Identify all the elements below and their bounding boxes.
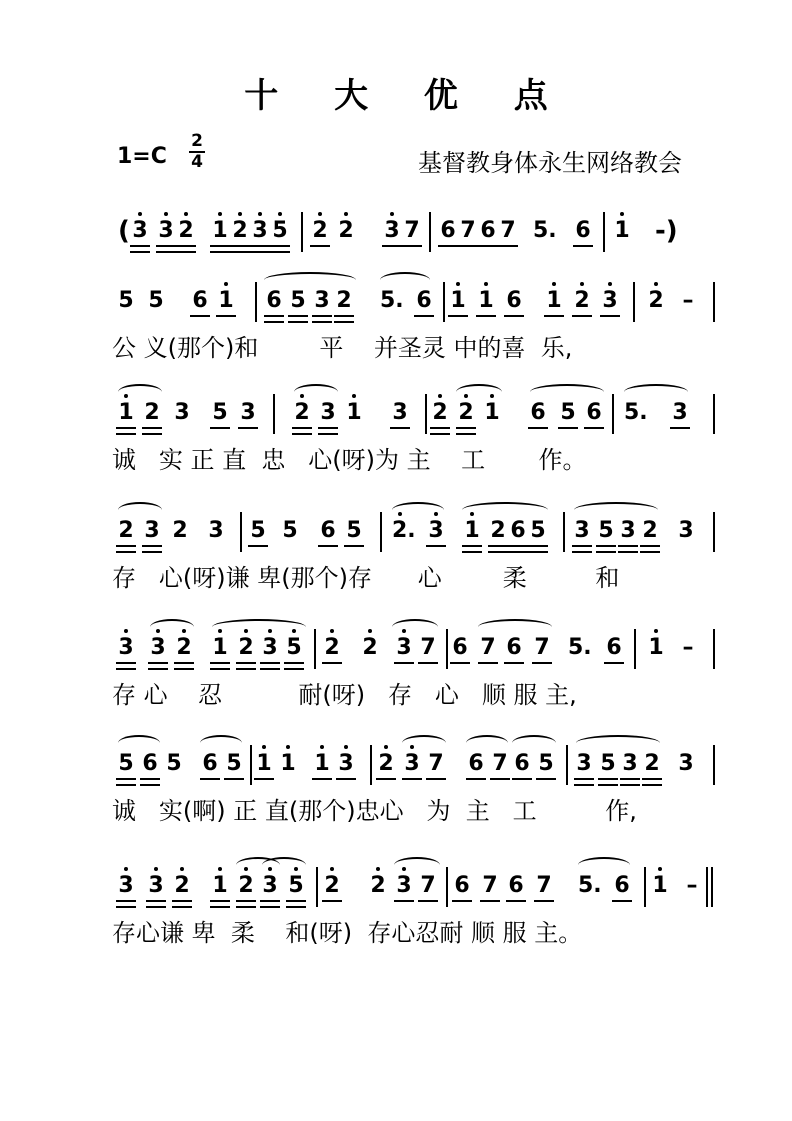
note: 6 [606,635,622,660]
dash: – [686,873,698,898]
barline [633,282,635,322]
barline [316,867,318,907]
note: 6 [506,288,522,313]
barline [425,394,427,434]
note: 2 [324,637,340,659]
note: 7 [536,873,552,898]
slur [264,272,356,288]
note: 3 [404,753,420,775]
note: 5 [346,518,362,543]
note: 1 [218,290,234,312]
note: 2 [312,220,328,242]
barline [314,629,316,669]
note: 2 [574,290,590,312]
note: 7 [480,635,496,660]
note: 1 [280,753,296,775]
music-system-5 [0,733,792,823]
note: 1 [212,875,228,897]
barline [603,212,605,252]
note: 7 [534,635,550,660]
note: 5 [530,518,546,543]
barline [566,745,568,785]
note: 7 [500,218,516,243]
note: 3 [132,220,148,242]
note: 6 [586,400,602,425]
note: 2 [176,637,192,659]
note: 6 [530,400,546,425]
note: 1 [256,753,272,775]
music-system-2 [0,382,792,472]
note: 2 [174,875,190,897]
note: 5. [624,400,648,425]
note: 3 [678,751,694,776]
note: 1 [212,220,228,242]
note: 6 [514,751,530,776]
note: 3 [118,875,134,897]
note: 1 [450,290,466,312]
note: 1 [212,637,228,659]
note: 7 [492,751,508,776]
note: 7 [428,751,444,776]
note: 3 [620,518,636,543]
note: 3 [396,875,412,897]
dash: – [682,288,694,313]
barline [713,282,715,322]
song-title: 十 大 优 点 [244,76,570,116]
note: 5 [212,400,228,425]
note: 3 [174,400,190,425]
slur [512,735,556,751]
note: 6 [192,288,208,313]
note: 1 [464,520,480,542]
note: 1 [652,875,668,897]
slur [624,384,688,400]
barline [380,512,382,552]
note: 6 [266,288,282,313]
note: 2 [172,518,188,543]
note: 5. [568,635,592,660]
note: 3 [602,290,618,312]
note: 2 [178,220,194,242]
lyric-line: 存 心 忍 耐(呀) 存 心 顺 服 主, [112,681,577,709]
music-system-4 [0,617,792,707]
note: 5. [533,218,557,243]
note: 6 [575,218,591,243]
note: 5 [148,288,164,313]
lyric-line: 公 义(那个)和 平 并圣灵 中的喜 乐, [112,334,573,362]
note: 5 [272,220,288,242]
note: 5 [118,751,134,776]
notes-row [0,855,792,915]
note: 2 [338,220,354,242]
lyric-line: 存 心(呀)谦 卑(那个)存 心 柔 和 [112,564,620,592]
barline [563,512,565,552]
note: 5 [560,400,576,425]
note: 2 [370,875,386,897]
note: 5. [578,873,602,898]
note: 3 [622,751,638,776]
note: 6 [510,518,526,543]
note: 3 [384,220,400,242]
barline [446,867,448,907]
notes-row [0,500,792,560]
note: 6 [506,635,522,660]
note: 3 [574,518,590,543]
note: 6 [202,751,218,776]
note: 3 [672,400,688,425]
note: 2 [644,751,660,776]
notes-row [0,270,792,330]
lyric-line: 诚 实 正 直 忠 心(呀)为 主 工 作。 [112,446,587,474]
note: 3 [338,753,354,775]
note: 6 [320,518,336,543]
note: 5 [118,288,134,313]
barline [443,282,445,322]
author-credit: 基督教身体永生网络教会 [418,149,682,177]
close-paren: -) [655,216,678,246]
barline [370,745,372,785]
note: 2 [294,402,310,424]
note: 2 [490,518,506,543]
note: 6 [454,873,470,898]
barline [612,394,614,434]
note: 2 [238,875,254,897]
note: 2 [232,220,248,242]
note: 5. [380,288,404,313]
notes-row [0,617,792,677]
note: 7 [460,218,476,243]
slur [118,502,162,518]
note: 5 [286,637,302,659]
slur [576,735,660,751]
note: 3 [314,288,330,313]
note: 2 [238,637,254,659]
note: 5 [600,751,616,776]
final-barline [706,867,708,907]
barline [273,394,275,434]
note: 1 [484,402,500,424]
barline [713,629,715,669]
lyric-line: 存心谦 卑 柔 和(呀) 存心忍耐 顺 服 主。 [112,919,583,947]
note: 2 [362,637,378,659]
lyric-line: 诚 实(啊) 正 直(那个)忠心 为 主 工 作, [112,797,637,825]
barline [240,512,242,552]
note: 3 [396,637,412,659]
note: 1 [314,753,330,775]
slur [466,735,508,751]
note: 1 [346,402,362,424]
barline [429,212,431,252]
note: 7 [420,873,436,898]
slur [530,384,604,400]
note: 6 [508,873,524,898]
note: 2 [324,875,340,897]
notes-row [0,382,792,442]
note: 1 [478,290,494,312]
slur [456,384,502,400]
note: 5 [282,518,298,543]
note: 3 [208,518,224,543]
barline [301,212,303,252]
slur [394,857,440,873]
barline [713,512,715,552]
note: 3 [148,875,164,897]
note: 3 [240,400,256,425]
note: 3 [262,875,278,897]
note: 3 [392,400,408,425]
slur [380,272,430,288]
slur [402,735,446,751]
note: 5 [288,875,304,897]
note: 2 [336,288,352,313]
note: 5 [226,751,242,776]
note: 1 [648,637,664,659]
note: 3 [576,751,592,776]
note: 5 [166,751,182,776]
note: 2 [378,753,394,775]
key-signature: 1=C [117,144,167,169]
note: 7 [482,873,498,898]
note: 7 [420,635,436,660]
note: 6 [142,751,158,776]
barline [255,282,257,322]
note: 2. [392,520,408,542]
note: 3 [144,518,160,543]
dash: – [682,635,694,660]
note: 6 [468,751,484,776]
note: 6 [416,288,432,313]
note: 3 [158,220,174,242]
slur [478,619,552,635]
barline [713,745,715,785]
slur [462,502,548,518]
slur [200,735,242,751]
music-system-3 [0,500,792,590]
barline [250,745,252,785]
time-signature-top: 2 [191,131,203,151]
note: 3 [118,637,134,659]
barline [644,867,646,907]
note: 1 [546,290,562,312]
note: 2 [648,290,664,312]
note: 3 [320,400,336,425]
slur [578,857,630,873]
note: 3 [252,220,268,242]
open-paren: ( [118,216,130,246]
note: 3 [262,637,278,659]
note: 2 [642,518,658,543]
note: 1 [118,402,134,424]
note: 2 [458,402,474,424]
notes-row [0,200,792,260]
barline [446,629,448,669]
note: 6 [452,635,468,660]
note: 3 [150,637,166,659]
note: 7 [404,218,420,243]
slur [392,619,438,635]
note: 1 [614,220,630,242]
note: 5 [598,518,614,543]
note: 6 [480,218,496,243]
note: 2 [432,402,448,424]
slur [118,735,160,751]
barline [713,394,715,434]
note: 5 [538,751,554,776]
music-system-6 [0,855,792,945]
note: 6 [440,218,456,243]
time-signature [189,133,205,171]
slur [574,502,658,518]
barline [634,629,636,669]
note: 6 [614,873,630,898]
note: 5 [290,288,306,313]
music-system-1 [0,270,792,360]
note: 3 [678,518,694,543]
note: 2 [144,400,160,425]
time-signature-bottom: 4 [191,152,203,172]
note: 3 [428,520,444,542]
note: 5 [250,518,266,543]
notes-row [0,733,792,793]
note: 2 [118,518,134,543]
